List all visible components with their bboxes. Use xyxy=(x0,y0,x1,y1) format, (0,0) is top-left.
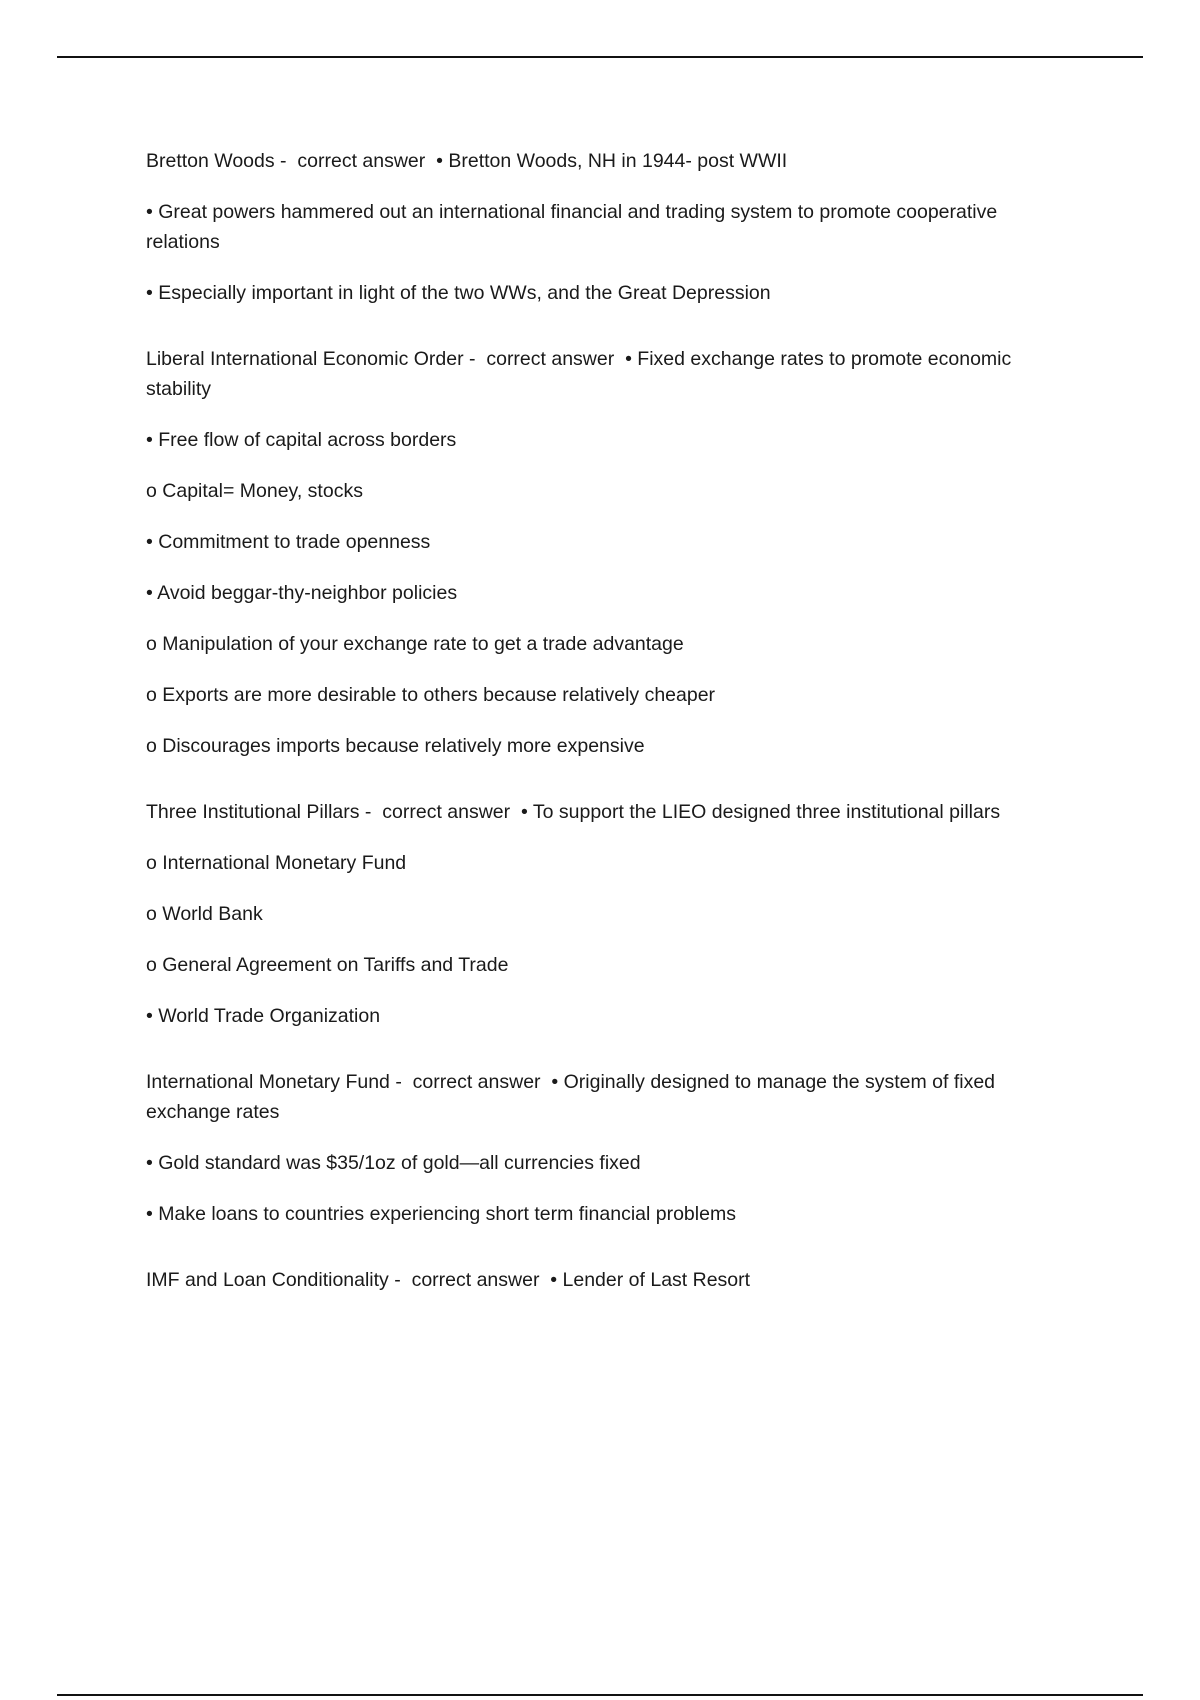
flashcard-imf-conditionality xyxy=(146,1265,1051,1295)
bullet-line: • Free flow of capital across borders xyxy=(146,429,457,451)
answer-label: correct answer xyxy=(297,150,426,172)
bullet-line: o Exports are more desirable to others because relatively cheaper xyxy=(146,684,716,706)
term: International Monetary Fund xyxy=(146,1071,390,1093)
answer-first-line: • Lender of Last Resort xyxy=(550,1269,751,1291)
bullet-line: • Make loans to countries experiencing short term financial problems xyxy=(146,1203,736,1225)
term: IMF and Loan Conditionality xyxy=(146,1269,389,1291)
answer-first-line: • Fixed exchange rates to promote economic stability xyxy=(146,348,1012,400)
answer-label: correct answer xyxy=(411,1269,540,1291)
bullet-line: o Capital= Money, stocks xyxy=(146,480,363,502)
bullet-line: o Discourages imports because relatively more expensive xyxy=(146,735,645,757)
bullet-line: o General Agreement on Tariffs and Trade xyxy=(146,954,509,976)
bullet-line: • Avoid beggar-thy-neighbor policies xyxy=(146,582,458,604)
bullet-line: o World Bank xyxy=(146,903,263,925)
answer-first-line: • To support the LIEO designed three institutional pillars xyxy=(520,801,1001,823)
document-body xyxy=(146,146,1051,1331)
flashcard-heading: Bretton Woods - correct answer • Bretton Woods, NH in 1944- post WWII xyxy=(146,150,788,172)
bullet-line: • World Trade Organization xyxy=(146,1005,381,1027)
term: Three Institutional Pillars xyxy=(146,801,360,823)
flashcard-three-pillars xyxy=(146,797,1051,1031)
answer-label: correct answer xyxy=(486,348,615,370)
footer-rule xyxy=(57,1694,1143,1696)
bullet-line: • Gold standard was $35/1oz of gold—all currencies fixed xyxy=(146,1152,641,1174)
bullet-line: • Commitment to trade openness xyxy=(146,531,431,553)
bullet-line: • Especially important in light of the two WWs, and the Great Depression xyxy=(146,282,771,304)
flashcard-heading: Liberal International Economic Order - correct answer • Fixed exchange rates to promote economic stability xyxy=(146,348,1012,400)
bullet-line: • Great powers hammered out an international financial and trading system to promote cooperative relations xyxy=(146,201,998,253)
flashcard-lieo xyxy=(146,344,1051,761)
flashcard-imf xyxy=(146,1067,1051,1229)
answer-first-line: • Bretton Woods, NH in 1944- post WWII xyxy=(436,150,788,172)
answer-first-line: • Originally designed to manage the system of fixed exchange rates xyxy=(146,1071,996,1123)
flashcard-heading: IMF and Loan Conditionality - correct answer • Lender of Last Resort xyxy=(146,1269,751,1291)
bullet-line: o Manipulation of your exchange rate to get a trade advantage xyxy=(146,633,684,655)
term: Liberal International Economic Order xyxy=(146,348,464,370)
flashcard-heading: International Monetary Fund - correct answer • Originally designed to manage the system of fixed exchange rates xyxy=(146,1071,996,1123)
header-rule xyxy=(57,56,1143,58)
flashcard-bretton-woods xyxy=(146,146,1051,308)
answer-label: correct answer xyxy=(412,1071,541,1093)
answer-label: correct answer xyxy=(382,801,511,823)
bullet-line: o International Monetary Fund xyxy=(146,852,407,874)
term: Bretton Woods xyxy=(146,150,275,172)
flashcard-heading: Three Institutional Pillars - correct answer • To support the LIEO designed three institutional pillars xyxy=(146,801,1001,823)
